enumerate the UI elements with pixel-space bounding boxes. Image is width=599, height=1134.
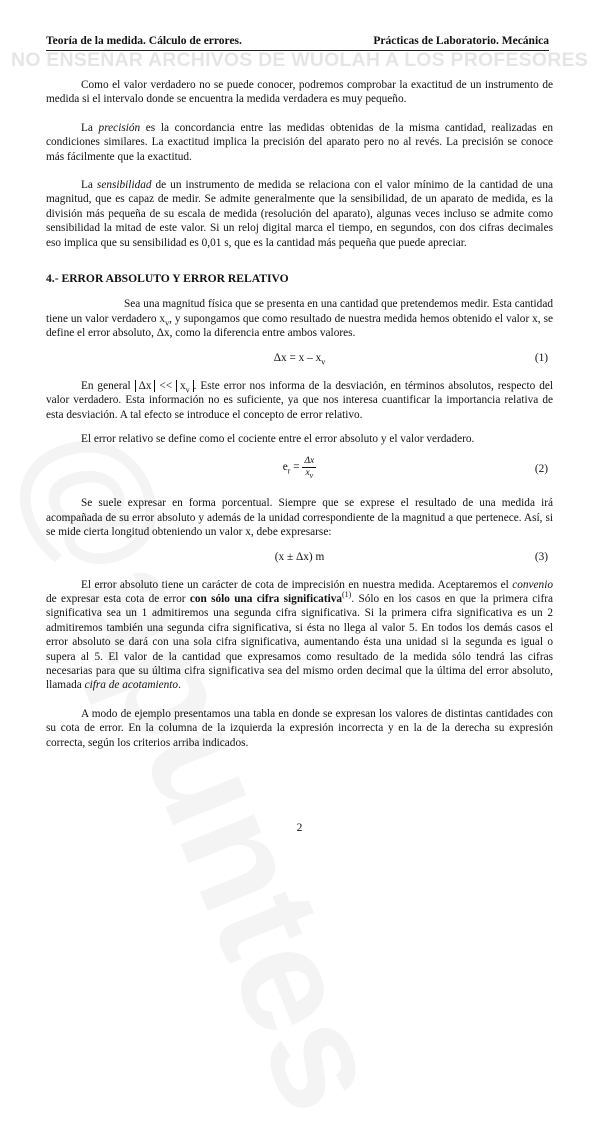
- text: es la concordancia entre las medidas obtenidas de la misma cantidad, realizadas en condiciones similares. La exactitud implica la precisión del aparato pero no al revés. La precisión se conoce más fácilmente que la exactitud.: [46, 121, 553, 163]
- equation-number: (3): [534, 550, 548, 563]
- text: Sea una magnitud física que se presenta en una cantidad que pretendemos medir. Esta cantidad tiene un valor verdadero x: [46, 298, 553, 325]
- text: . Sólo en los casos en que la primera cifra significativa sea un 1 admitiremos una segunda cifra significativa. Si la primera cifra significativa es un 2 admitiremos también una segunda cifra significativa, si ésta no llega al valor 5. En todos los demás casos el error absoluto se dará con una sola cifra significativa, aumentando ésta una unidad si la segunda es igual o supera al 5. El valor de la cantidad que expresamos como resultado de la medida sólo tendrá las cifras necesarias para que su última cifra significativa sea del mismo orden decimal que la última del error absoluto, llamada: [46, 592, 553, 692]
- subscript: v: [309, 471, 314, 481]
- document-body: [46, 78, 553, 764]
- paragraph-exactitud: Como el valor verdadero no se puede conocer, podremos comprobar la exactitud de un instrumento de medida si el intervalo donde se encuentra la medida verdadera es muy pequeño.: [46, 79, 553, 106]
- equation-2: [46, 456, 553, 484]
- page-number: 2: [296, 822, 303, 834]
- paragraph-sensibilidad: [46, 178, 553, 250]
- equation-text: (x ± Δx) m: [274, 550, 325, 563]
- subscript: v: [185, 384, 190, 394]
- equation-number: (2): [534, 463, 548, 476]
- numerator: Δx: [304, 456, 315, 467]
- text: <<: [155, 379, 176, 392]
- equation-1: [46, 351, 553, 367]
- subscript: v: [321, 356, 326, 366]
- text: La: [81, 179, 97, 192]
- term-sensibilidad: sensibilidad: [96, 179, 152, 192]
- header-left-title: Teoría de la medida. Cálculo de errores.: [46, 35, 242, 47]
- section-title: 4.- ERROR ABSOLUTO Y ERROR RELATIVO: [46, 272, 289, 286]
- text: El error absoluto tiene un carácter de cota de imprecisión en nuestra medida. Aceptaremos el: [81, 578, 513, 591]
- paragraph-ejemplo: A modo de ejemplo presentamos una tabla en donde se expresan los valores de distintas cantidades con su cota de error. En la columna de la izquierda la expresión incorrecta y en la de la derecha su expresión correcta, según los criterios arriba indicados.: [46, 707, 553, 749]
- text: x: [180, 379, 186, 392]
- equation-number: (1): [534, 351, 548, 364]
- equation-text: Δx = x – x: [273, 351, 322, 364]
- footnote-marker: (1): [342, 590, 352, 600]
- term-cifra-acotamiento: cifra de acotamiento: [84, 679, 179, 692]
- paragraph-porcentual: Se suele expresar en forma porcentual. Siempre que se exprese el resultado de una medida irá acompañada de su error absoluto y además de la unidad correspondiente de la magnitud a que pertenece. Así, si se mide cierta longitud obteniendo un valor x, debe expresarse:: [46, 497, 553, 539]
- equation-3: [46, 550, 553, 566]
- header-right-title: Prácticas de Laboratorio. Mecánica: [373, 35, 549, 47]
- equation-text: e: [282, 461, 288, 474]
- text: La: [81, 121, 99, 134]
- text: x: [305, 468, 310, 479]
- subscript: r: [287, 466, 291, 476]
- paragraph-precision: [46, 121, 553, 164]
- paragraph-error-absoluto: [46, 297, 553, 340]
- denominator: [302, 468, 316, 479]
- fraction: [302, 456, 316, 479]
- term-precision: precisión: [98, 121, 141, 134]
- equation-text: =: [290, 461, 303, 474]
- bold-phrase: con sólo una cifra significativa: [189, 592, 343, 605]
- text: de expresar esta cota de error: [46, 592, 190, 605]
- subscript: v: [165, 318, 170, 328]
- abs-delta-x: Δx: [135, 380, 156, 392]
- paragraph-convenio: [46, 578, 553, 693]
- text: En general: [81, 379, 135, 392]
- paragraph-error-relativo: El error relativo se define como el cociente entre el error absoluto y el valor verdadero.: [81, 432, 475, 445]
- term-convenio: convenio: [512, 578, 553, 591]
- abs-x-v: [176, 380, 194, 392]
- text: , y supongamos que como resultado de nuestra medida hemos obtenido el valor x, se define el error absoluto, Δx, como la diferencia entre ambos valores.: [46, 312, 553, 340]
- watermark-strip: NO ENSEÑAR ARCHIVOS DE WUOLAH A LOS PROFESORES: [11, 49, 588, 71]
- paragraph-general: [46, 379, 553, 422]
- text: .: [178, 679, 181, 692]
- text: de un instrumento de medida se relaciona con el valor mínimo de la cantidad de una magnitud, que es capaz de medir. Se admite generalmente que la sensibilidad, de un aparato de medida, es la división más pequeña de su escala de medida (resolución del aparato), algunas veces incluso se admite como sensibilidad la mitad de este valor. Si un reloj digital marca el tiempo, en segundos, con dos cifras decimales eso implica que su sensibilidad es 0,01 s, que es la cantidad más pequeña que puede apreciar.: [46, 179, 553, 249]
- text: . Este error nos informa de la desviación, en términos absolutos, respecto del valor verdadero. Esta información no es suficiente, ya que nos interesa cuantificar la importancia relativa de esta desviación. A tal efecto se introduce el concepto de error relativo.: [46, 379, 554, 421]
